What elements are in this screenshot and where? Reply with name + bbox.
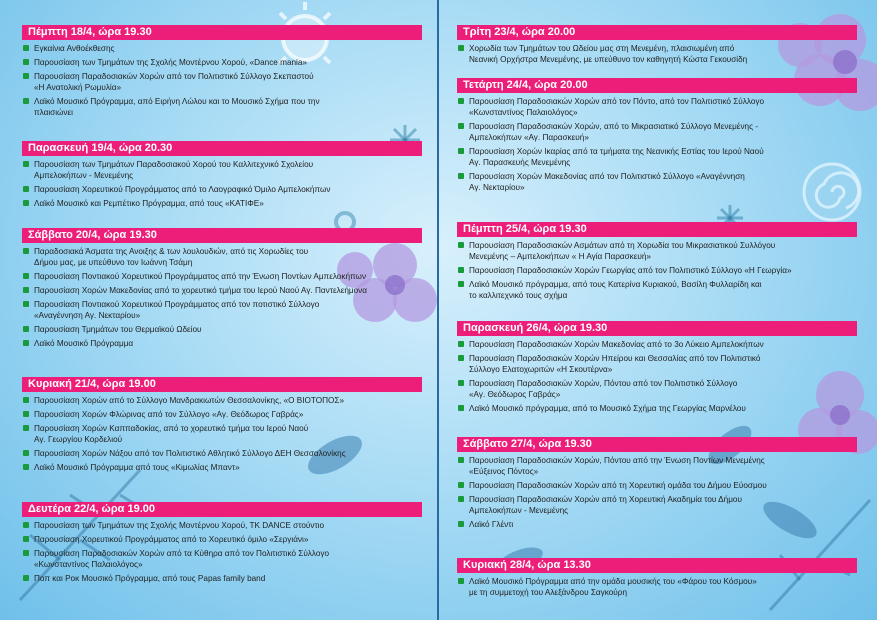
item-text: Παρουσίαση των Τμημάτων της Σχολής Μοντέρνου Χορού, «Dance mania» — [34, 58, 307, 67]
item-text: Αγ. Γεωργίου Κορδελιού — [34, 435, 123, 444]
day-section — [457, 22, 857, 68]
bullet-icon — [23, 450, 29, 456]
item-text: Παρουσίαση Παραδοσιακών Χορών από τα Κύθηρα από τον Πολιτιστικό Σύλλογο — [34, 549, 330, 558]
bullet-icon — [23, 550, 29, 556]
day-section — [457, 318, 857, 417]
item-text: Νεανική Ορχήστρα Μενεμένης, με υπεύθυνο τον καθηγητή Κώστα Γεκουσίδη — [469, 55, 748, 64]
item-text: Λαϊκό Μουσικό πρόγραμμα, από το Μουσικό Σχήμα της Γεωργίας Μαρνέλου — [469, 404, 746, 413]
bullet-icon — [458, 496, 464, 502]
program-item — [22, 271, 422, 282]
bullet-icon — [23, 340, 29, 346]
item-text: Παρουσίαση Παραδοσιακών Χορών Μακεδονίας από το 3ο Λύκειο Αμπελοκήπων — [469, 340, 764, 349]
bullet-icon — [23, 575, 29, 581]
item-text: Παρουσίαση Χορών από το Σύλλογο Μανδρακιωτών Θεσσαλονίκης, «Ο ΒΙΟΤΟΠΟΣ» — [34, 396, 345, 405]
program-item — [457, 265, 857, 276]
item-text: Παρουσίαση Χορευτικού Προγράμματος από το Χορευτικό όμιλο «Σεργιάνι» — [34, 535, 309, 544]
bullet-icon — [23, 45, 29, 51]
bullet-icon — [23, 411, 29, 417]
item-text: «Κωνσταντίνος Παλαιολόγος» — [469, 108, 578, 117]
item-text: Παρουσίαση Χορών Μακεδονίας από τον Πολιτιστικό Σύλλογο «Αναγέννηση — [469, 172, 745, 181]
day-section — [22, 22, 422, 121]
bullet-icon — [458, 123, 464, 129]
program-item — [457, 576, 857, 598]
item-text: Παρουσίαση Παραδοσιακών Χορών Ηπείρου και Θεσσαλίας από τον Πολιτιστικό — [469, 354, 761, 363]
bullet-icon — [23, 248, 29, 254]
bullet-icon — [458, 242, 464, 248]
item-text: Λαϊκό Μουσικό και Ρεμπέτικο Πρόγραμμα, από τους «ΚΑΤΙΦΕ» — [34, 199, 264, 208]
bullet-icon — [23, 326, 29, 332]
day-section — [22, 499, 422, 587]
bullet-icon — [458, 281, 464, 287]
item-text: Παρουσίαση Παραδοσιακών Ασμάτων από τη Χορωδία του Μικρασιατικού Συλλόγου — [469, 241, 776, 250]
program-item — [22, 338, 422, 349]
program-item — [22, 448, 422, 459]
bullet-icon — [458, 521, 464, 527]
item-text: Παρουσίαση των Τμημάτων της Σχολής Μοντέρνου Χορού, ΤΚ DANCE στούντιο — [34, 521, 325, 530]
item-text: Λαϊκό Μουσικό Πρόγραμμα, από Ειρήνη Λώλου και το Μουσικό Σχήμα που την — [34, 97, 320, 106]
bullet-icon — [23, 98, 29, 104]
program-item — [457, 494, 857, 516]
program-item — [457, 43, 857, 65]
item-text: «Αγ. Θεόδωρος Γαβράς» — [469, 390, 561, 399]
item-text: Παρουσίαση Παραδοσιακών Χορών, Πόντου από τον Πολιτιστικό Σύλλογο — [469, 379, 738, 388]
bullet-icon — [458, 98, 464, 104]
item-text: Παρουσίαση των Τμημάτων Παραδοσιακού Χορού του Καλλιτεχνικό Σχολείου — [34, 160, 314, 169]
program-item — [22, 534, 422, 545]
program-item — [22, 43, 422, 54]
item-text: Σύλλογο Ελατοχωριτών «Η Σκουτέρνα» — [469, 365, 613, 374]
bullet-icon — [23, 161, 29, 167]
item-text: Λαϊκό Γλέντι — [469, 520, 514, 529]
item-text: Παρουσίαση Παραδοσιακών Χορών από τον Πολιτιστικό Σύλλογο Σκεπαστού — [34, 72, 314, 81]
item-text: Παρουσίαση Χορών Μακεδονίας από το χορευτικό τμήμα του Ιερού Ναού Αγ. Παντελεήμονα — [34, 286, 367, 295]
item-text: Λαϊκό Μουσικό πρόγραμμα, από τους Κατερίνα Κυριακού, Βασίλη Φυλλαρίδη και — [469, 280, 762, 289]
day-section — [457, 555, 857, 601]
program-item — [22, 462, 422, 473]
item-text: Λαϊκό Μουσικό Πρόγραμμα — [34, 339, 134, 348]
program-item — [22, 198, 422, 209]
day-header: Κυριακή 21/4, ώρα 19.00 — [22, 377, 422, 392]
day-header: Σάββατο 27/4, ώρα 19.30 — [457, 437, 857, 452]
day-section — [457, 75, 857, 196]
day-section — [22, 138, 422, 212]
program-item — [457, 480, 857, 491]
bullet-icon — [23, 73, 29, 79]
item-text: Μενεμένης – Αμπελοκήπων « Η Αγία Παρασκευή» — [469, 252, 651, 261]
bullet-icon — [23, 425, 29, 431]
program-item — [457, 146, 857, 168]
bullet-icon — [458, 457, 464, 463]
bullet-icon — [23, 200, 29, 206]
item-text: Αμπελοκήπων «Αγ. Παρασκευή» — [469, 133, 589, 142]
item-text: με τη συμμετοχή του Αλεξάνδρου Σαγκούρη — [469, 588, 627, 597]
day-header: Σάββατο 20/4, ώρα 19.30 — [22, 228, 422, 243]
bullet-icon — [458, 148, 464, 154]
program-item — [22, 573, 422, 584]
bullet-icon — [23, 522, 29, 528]
program-item — [22, 395, 422, 406]
item-text: το καλλιτεχνικό τους σχήμα — [469, 291, 568, 300]
program-item — [22, 184, 422, 195]
program-item — [457, 121, 857, 143]
program-item — [22, 548, 422, 570]
item-text: Παρουσίαση Παραδοσιακών Χορών, Πόντου από την Ένωση Ποντίων Μενεμένης — [469, 456, 765, 465]
program-item — [22, 423, 422, 445]
item-text: Παρουσίαση Ποντιακού Χορευτικού Προγράμματος από την Ένωση Ποντίων Αμπελοκήπων — [34, 272, 367, 281]
item-text: Παρουσίαση Χορών Φλώρινας από τον Σύλλογο «Αγ. Θεόδωρος Γαβράς» — [34, 410, 304, 419]
item-text: Παρουσίαση Χορών Καππαδοκίας, από το χορευτικό τμήμα του Ιερού Ναού — [34, 424, 309, 433]
day-header: Πέμπτη 18/4, ώρα 19.30 — [22, 25, 422, 40]
program-item — [457, 171, 857, 193]
bullet-icon — [458, 380, 464, 386]
day-header: Δευτέρα 22/4, ώρα 19.00 — [22, 502, 422, 517]
item-text: Αμπελοκήπων - Μενεμένης — [469, 506, 569, 515]
item-text: Δήμου μας, με υπεύθυνο τον Ιωάννη Τσάμη — [34, 258, 193, 267]
bullet-icon — [23, 397, 29, 403]
program-item — [457, 455, 857, 477]
item-text: Παρουσίαση Χορών Νάξου από τον Πολιτιστικό Αθλητικό Σύλλογο ΔΕΗ Θεσσαλονίκης — [34, 449, 346, 458]
bullet-icon — [458, 482, 464, 488]
bullet-icon — [23, 536, 29, 542]
day-header: Παρασκευή 19/4, ώρα 20.30 — [22, 141, 422, 156]
program-item — [22, 520, 422, 531]
item-text: Λαϊκό Μουσικό Πρόγραμμα από τους «Κιμωλίας Μπαντ» — [34, 463, 240, 472]
item-text: Παρουσίαση Χορών Ικαρίας από τα τμήματα της Νεανικής Εστίας του Ιερού Ναού — [469, 147, 764, 156]
item-text: «Αναγέννηση Αγ. Νεκταρίου» — [34, 311, 141, 320]
program-item — [22, 324, 422, 335]
bullet-icon — [23, 464, 29, 470]
bullet-icon — [458, 578, 464, 584]
program-item — [457, 339, 857, 350]
program-item — [22, 409, 422, 420]
item-text: Αγ. Νεκταρίου» — [469, 183, 525, 192]
bullet-icon — [23, 186, 29, 192]
program-item — [22, 57, 422, 68]
item-text: Παρουσίαση Τμημάτων του Θερμαϊκού Ωδείου — [34, 325, 202, 334]
item-text: Λαϊκό Μουσικό Πρόγραμμα από την ομάδα μουσικής του «Φάρου του Κόσμου» — [469, 577, 757, 586]
bullet-icon — [458, 355, 464, 361]
bullet-icon — [458, 341, 464, 347]
item-text: Παρουσίαση Παραδοσιακών Χορών, από το Μικρασιατικό Σύλλογο Μενεμένης - — [469, 122, 759, 131]
day-header: Κυριακή 28/4, ώρα 13.30 — [457, 558, 857, 573]
item-text: Αμπελοκήπων - Μενεμένης — [34, 171, 134, 180]
item-text: Παραδοσιακά Άσματα της Ανοιξης & των λουλουδιών, από τις Χορωδίες του — [34, 247, 309, 256]
bullet-icon — [23, 287, 29, 293]
item-text: Ποπ και Ροκ Μουσικό Πρόγραμμα, από τους Papas family band — [34, 574, 266, 583]
day-section — [22, 374, 422, 476]
item-text: «Κωνσταντίνος Παλαιολόγος» — [34, 560, 143, 569]
item-text: Παρουσίαση Παραδοσιακών Χορών από τον Πόντο, από τον Πολιτιστικό Σύλλογο — [469, 97, 765, 106]
bullet-icon — [458, 405, 464, 411]
bullet-icon — [458, 173, 464, 179]
bullet-icon — [458, 267, 464, 273]
item-text: Εγκαίνια Ανθοέκθεσης — [34, 44, 115, 53]
item-text: «Η Ανατολική Ρωμυλία» — [34, 83, 122, 92]
column-divider — [437, 0, 439, 620]
item-text: Παρουσίαση Παραδοσιακών Χορών από τη Χορευτική Ακαδημία του Δήμου — [469, 495, 742, 504]
day-header: Τρίτη 23/4, ώρα 20.00 — [457, 25, 857, 40]
bullet-icon — [23, 59, 29, 65]
program-item — [457, 279, 857, 301]
program-item — [22, 71, 422, 93]
program-item — [457, 519, 857, 530]
program-item — [457, 403, 857, 414]
item-text: «Εύξεινος Πόντος» — [469, 467, 539, 476]
bullet-icon — [23, 301, 29, 307]
item-text: Παρουσίαση Παραδοσιακών Χορών Γεωργίας από τον Πολιτιστικό Σύλλογο «Η Γεωργία» — [469, 266, 792, 275]
day-header: Παρασκευή 26/4, ώρα 19.30 — [457, 321, 857, 336]
program-item — [22, 285, 422, 296]
program-item — [22, 246, 422, 268]
day-section — [457, 434, 857, 533]
item-text: Παρουσίαση Παραδοσιακών Χορών από τη Χορευτική ομάδα του Δήμου Εύοσμου — [469, 481, 767, 490]
item-text: Παρουσίαση Ποντιακού Χορευτικού Προγράμματος από τον ποτιστικό Σύλλογο — [34, 300, 320, 309]
day-section — [22, 225, 422, 352]
day-header: Τετάρτη 24/4, ώρα 20.00 — [457, 78, 857, 93]
bullet-icon — [458, 45, 464, 51]
program-item — [22, 159, 422, 181]
day-section — [457, 219, 857, 304]
program-item — [457, 378, 857, 400]
program-item — [457, 353, 857, 375]
program-item — [457, 240, 857, 262]
item-text: Χορωδία των Τμημάτων του Ωδείου μας στη Μενεμένη, πλαισιωμένη από — [469, 44, 735, 53]
bullet-icon — [23, 273, 29, 279]
day-header: Πέμπτη 25/4, ώρα 19.30 — [457, 222, 857, 237]
item-text: πλαισιώνει — [34, 108, 73, 117]
item-text: Παρουσίαση Χορευτικού Προγράμματος από το Λαογραφικό Όμιλο Αμπελοκήπων — [34, 185, 331, 194]
item-text: Αγ. Παρασκευής Μενεμένης — [469, 158, 571, 167]
program-item — [22, 96, 422, 118]
program-item — [22, 299, 422, 321]
program-item — [457, 96, 857, 118]
